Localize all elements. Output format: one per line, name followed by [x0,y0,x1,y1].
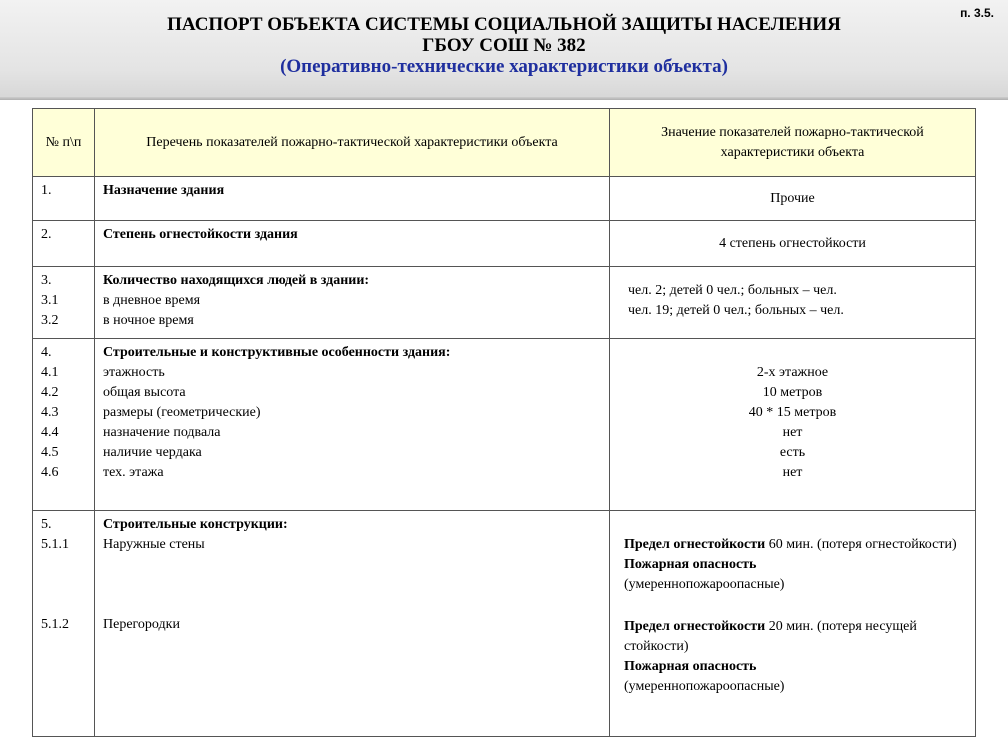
fire-resistance-partitions [624,617,967,657]
row-number-line: 3. [41,273,52,288]
row-number: 1. [33,177,95,221]
spacer [624,515,967,535]
row-value-line: чел. 2; детей 0 чел.; больных – чел. [628,283,837,298]
row-item: этажность [103,365,165,380]
row-value [610,339,976,511]
row-item: назначение подвала [103,425,221,440]
row-value [610,511,976,737]
row-number-line: 4.6 [41,465,59,480]
row-number [33,267,95,339]
row-number-line: 5. [41,517,52,532]
row-value: Прочие [610,177,976,221]
row-name [95,511,610,737]
row-value: 4 степень огнестойкости [610,221,976,267]
slide-number: п. 3.5. [960,6,994,20]
table-row [33,511,976,737]
table-row [33,267,976,339]
table-header-row [33,109,976,177]
row-item: Перегородки [103,617,180,632]
row-value-line: 40 * 15 метров [748,405,837,420]
row-value-line: 2-х этажное [756,365,829,380]
row-item: в дневное время [103,293,201,308]
row-number-line: 4.5 [41,445,59,460]
fire-label: Предел огнестойкости [624,537,766,552]
row-number-line: 4.1 [41,365,59,380]
passport-table [32,108,976,737]
title-line-1: ПАСПОРТ ОБЪЕКТА СИСТЕМЫ СОЦИАЛЬНОЙ ЗАЩИТЫ НАСЕЛЕНИЯ [167,14,841,35]
spacer [103,555,601,615]
row-item: размеры (геометрические) [103,405,261,420]
row-item: тех. этажа [103,465,164,480]
fire-value: 20 мин. (потеря несущей стойкости) [624,619,917,654]
row-number-line: 5.1.2 [41,617,69,632]
row-value-line: есть [779,445,806,460]
fire-resistance-walls [624,535,967,555]
column-header-value: Значение показателей пожарно-тактической характеристики объекта [610,109,976,177]
row-number: 2. [33,221,95,267]
table-row [33,177,976,221]
row-number [33,511,95,737]
title-line-3: (Оперативно-технические характеристики объекта) [280,56,728,77]
fire-label: Предел огнестойкости [624,619,766,634]
row-name: Назначение здания [95,177,610,221]
column-header-num: № п\п [33,109,95,177]
row-value [610,267,976,339]
title-line-2: ГБОУ СОШ № 382 [422,35,586,56]
row-number-line: 4.3 [41,405,59,420]
row-number-line: 5.1.1 [41,537,69,552]
danger-value: (умереннопожароопасные) [624,679,785,694]
table-row [33,339,976,511]
row-name: Степень огнестойкости здания [95,221,610,267]
danger-value: (умереннопожароопасные) [624,577,785,592]
fire-value: 60 мин. (потеря огнестойкости) [765,537,957,552]
row-name [95,339,610,511]
danger-label: Пожарная опасность [624,659,757,674]
row-title: Количество находящихся людей в здании: [103,273,370,288]
row-item: в ночное время [103,313,194,328]
row-number-line: 4.4 [41,425,59,440]
danger-label: Пожарная опасность [624,557,757,572]
row-number-line: 3.1 [41,293,59,308]
table-row [33,221,976,267]
row-value-line: чел. 19; детей 0 чел.; больных – чел. [628,303,844,318]
row-name [95,267,610,339]
row-item: общая высота [103,385,186,400]
row-number-line: 4.2 [41,385,59,400]
row-value-line: нет [782,425,803,440]
row-item: наличие чердака [103,445,202,460]
row-number [33,339,95,511]
row-value-line: нет [782,465,803,480]
spacer [41,555,86,615]
row-title: Строительные и конструктивные особенности здания: [103,345,451,360]
column-header-name: Перечень показателей пожарно-тактической характеристики объекта [95,109,610,177]
row-item: Наружные стены [103,537,205,552]
row-number-line: 4. [41,345,52,360]
row-number-line: 3.2 [41,313,59,328]
row-title: Строительные конструкции: [103,517,288,532]
row-value-line: 10 метров [762,385,823,400]
page-title [0,14,1008,77]
